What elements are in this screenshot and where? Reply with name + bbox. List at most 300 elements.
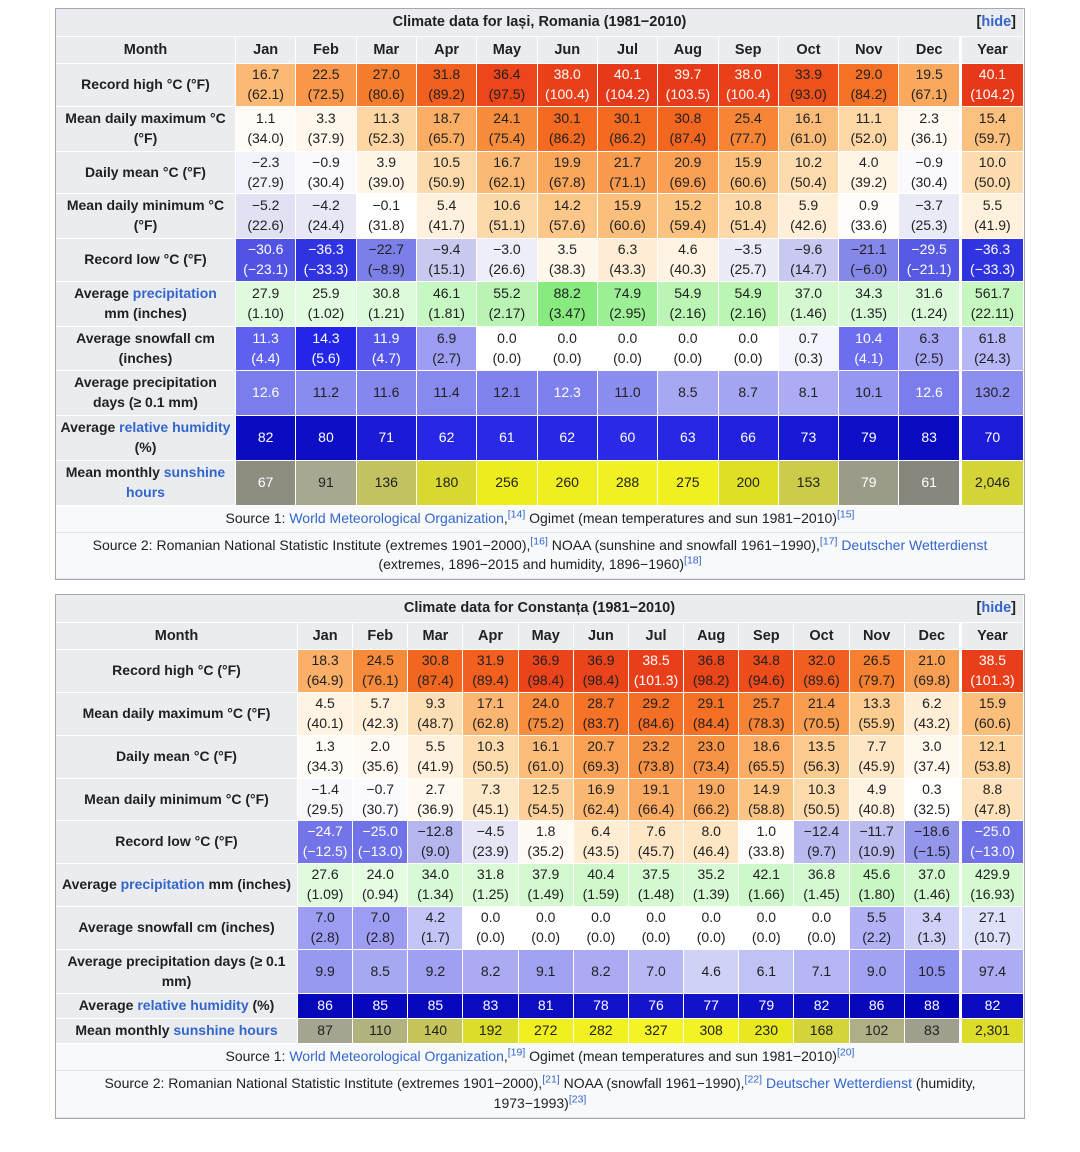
cell-secondary-value: (0.0) — [531, 928, 561, 945]
cell-value: 16.1 — [794, 109, 823, 126]
cell-value: 561.7 — [974, 284, 1010, 301]
cell-value: 66 — [740, 429, 756, 446]
data-cell — [296, 107, 356, 152]
precipitation-link[interactable]: precipitation — [120, 876, 205, 893]
cell-value: 63 — [680, 429, 696, 446]
cell-secondary-value: (71.1) — [609, 173, 646, 190]
cell-value: 21.7 — [613, 153, 642, 170]
cell-secondary-value: (67.8) — [548, 173, 586, 190]
cell-value: 8.5 — [370, 962, 390, 979]
cell-secondary-value: (2.16) — [669, 304, 707, 321]
column-header-nov: Nov — [850, 623, 905, 651]
data-cell — [905, 864, 960, 907]
precipitation-link[interactable]: precipitation — [132, 284, 217, 301]
cell-secondary-value: (75.4) — [488, 129, 526, 146]
cell-secondary-value: (50.0) — [974, 173, 1011, 190]
data-cell — [357, 416, 417, 461]
reference-link[interactable]: [21] — [542, 1073, 560, 1086]
data-cell — [899, 152, 959, 195]
data-cell — [960, 194, 1024, 239]
text-segment: Record low °C (°F) — [84, 251, 207, 268]
data-cell — [794, 864, 849, 907]
cell-value: −18.6 — [914, 823, 950, 840]
data-cell — [538, 371, 598, 416]
month-column-header: Month — [56, 623, 298, 651]
page — [55, 8, 1025, 1119]
table-row-average-precipitation-days — [56, 950, 1024, 995]
cell-value: 5.5 — [982, 197, 1003, 214]
table-row-mean-daily-maximum — [56, 693, 1024, 736]
data-cell — [357, 152, 417, 195]
data-cell — [298, 736, 353, 779]
data-cell — [417, 282, 477, 327]
cell-value: 10.3 — [807, 780, 836, 797]
data-cell — [960, 650, 1024, 693]
data-cell — [598, 107, 658, 152]
cell-secondary-value: (0.0) — [492, 349, 522, 366]
data-cell — [658, 371, 718, 416]
data-cell — [960, 371, 1024, 416]
column-header-may: May — [519, 623, 574, 651]
cell-value: 16.9 — [587, 780, 615, 797]
cell-secondary-value: (22.11) — [970, 304, 1015, 321]
row-label-average-snowfall — [56, 327, 236, 372]
cell-value: 82 — [257, 429, 274, 446]
text-segment: NOAA (sunshine and snowfall 1961−1990), — [547, 536, 820, 553]
data-cell — [629, 693, 684, 736]
cell-value: 12.3 — [553, 384, 581, 401]
column-header-nov: Nov — [839, 37, 899, 65]
cell-value: 6.3 — [919, 329, 939, 346]
cell-value: 429.9 — [974, 866, 1010, 883]
cell-value: 33.9 — [794, 66, 823, 83]
cell-secondary-value: (34.3) — [306, 757, 344, 774]
text-segment: Daily mean °C (°F) — [85, 163, 206, 180]
bracket: [ — [976, 14, 982, 30]
cell-value: −4.2 — [312, 197, 340, 214]
cell-value: 36.8 — [697, 652, 725, 669]
data-cell — [629, 779, 684, 822]
reference-link[interactable]: [18] — [684, 554, 702, 567]
data-cell — [684, 864, 739, 907]
cell-value: 7.0 — [370, 908, 390, 925]
data-cell — [960, 864, 1024, 907]
cell-value: 9.9 — [315, 962, 335, 979]
cell-secondary-value: (84.2) — [850, 86, 888, 103]
cell-value: 130.2 — [974, 384, 1010, 401]
sunshine-hours-link[interactable]: sunshine hours — [126, 463, 226, 500]
reference-link[interactable]: [22] — [744, 1073, 763, 1086]
cell-value: 36.4 — [493, 66, 521, 83]
cell-secondary-value: (97.5) — [488, 86, 526, 103]
text-segment: Mean daily maximum °C (°F) — [65, 109, 226, 146]
sunshine-hours-link[interactable]: sunshine hours — [173, 1022, 278, 1039]
cell-value: 76 — [648, 997, 664, 1014]
data-cell — [905, 693, 960, 736]
data-cell — [298, 779, 353, 822]
cell-value: 79 — [860, 429, 877, 446]
cell-secondary-value: (37.9) — [307, 129, 345, 146]
data-cell — [538, 282, 598, 327]
text-segment: NOAA (snowfall 1961−1990), — [559, 1075, 745, 1092]
cell-value: 16.1 — [532, 737, 560, 754]
cell-value: 86 — [868, 997, 885, 1014]
data-cell — [353, 693, 408, 736]
data-cell — [779, 461, 839, 506]
cell-secondary-value: (1.02) — [307, 304, 345, 321]
cell-value: −0.7 — [366, 780, 395, 797]
table-title-cell — [56, 595, 1024, 623]
text-segment: Source 1: — [225, 509, 290, 526]
cell-secondary-value: (0.0) — [696, 928, 726, 945]
data-cell — [417, 461, 477, 506]
data-cell — [236, 282, 296, 327]
text-segment: Mean daily maximum °C (°F) — [82, 705, 271, 722]
cell-value: −25.0 — [362, 823, 398, 840]
cell-secondary-value: (57.6) — [548, 217, 586, 234]
cell-secondary-value: (72.5) — [307, 86, 345, 103]
data-cell — [598, 64, 658, 107]
cell-value: 0.7 — [798, 329, 819, 346]
data-cell — [574, 736, 629, 779]
cell-secondary-value: (62.8) — [472, 715, 509, 732]
cell-value: 61.8 — [978, 329, 1007, 346]
cell-secondary-value: (1.48) — [637, 886, 675, 903]
data-cell — [739, 779, 794, 822]
cell-value: 7.0 — [315, 908, 335, 925]
cell-value: 16.7 — [493, 153, 521, 170]
cell-value: 61 — [499, 429, 515, 446]
cell-value: 54.9 — [674, 284, 702, 301]
cell-value: 0.0 — [738, 329, 758, 346]
row-label-average-relative-humidity — [56, 994, 298, 1019]
reference-link[interactable]: [15] — [836, 508, 855, 520]
data-cell — [839, 64, 899, 107]
cell-secondary-value: (2.17) — [488, 304, 526, 321]
cell-value: 27.0 — [372, 66, 400, 83]
data-cell — [899, 327, 959, 372]
data-cell — [417, 64, 477, 107]
cell-value: 19.0 — [697, 780, 725, 797]
cell-value: 31.8 — [432, 66, 461, 83]
cell-value: 81 — [537, 997, 554, 1014]
data-cell — [739, 864, 794, 907]
cell-value: 74.9 — [613, 284, 642, 301]
cell-value: 25.9 — [312, 284, 340, 301]
cell-value: 13.3 — [863, 695, 891, 712]
reference-link[interactable]: [17] — [819, 534, 838, 547]
data-cell — [574, 650, 629, 693]
data-cell — [960, 327, 1024, 372]
data-cell — [839, 107, 899, 152]
cell-value: 102 — [864, 1022, 889, 1039]
cell-secondary-value: (1.34) — [417, 886, 454, 903]
cell-value: 12.1 — [493, 384, 521, 401]
data-cell — [519, 821, 574, 864]
data-cell — [298, 950, 353, 995]
data-cell — [905, 1019, 960, 1044]
cell-value: 55.2 — [493, 284, 521, 301]
cell-secondary-value: (46.4) — [692, 843, 730, 860]
wmo-link[interactable]: World Meteorological Organization — [289, 509, 504, 526]
data-cell — [960, 282, 1024, 327]
cell-value: 37.0 — [918, 866, 946, 883]
cell-secondary-value: (100.4) — [545, 86, 590, 103]
data-cell — [574, 864, 629, 907]
cell-secondary-value: (0.0) — [807, 928, 836, 945]
cell-secondary-value: (103.5) — [665, 86, 711, 103]
data-cell — [598, 152, 658, 195]
cell-value: 0.9 — [859, 197, 879, 214]
data-cell — [463, 1019, 518, 1044]
data-cell — [236, 461, 296, 506]
cell-secondary-value: (79.7) — [858, 672, 895, 689]
cell-value: 2,046 — [974, 473, 1010, 490]
row-label-average-precipitation — [56, 282, 236, 327]
hide-link[interactable]: hide — [981, 14, 1012, 30]
cell-secondary-value: (70.5) — [803, 715, 840, 732]
cell-secondary-value: (86.2) — [609, 129, 646, 146]
reference-link[interactable]: [20] — [836, 1046, 855, 1059]
data-cell — [719, 194, 779, 239]
table-row-mean-monthly-sunshine — [56, 461, 1024, 506]
cell-value: 0.0 — [701, 908, 721, 925]
reference-sup — [684, 555, 702, 567]
data-cell — [839, 239, 899, 282]
cell-value: 4.6 — [678, 241, 698, 258]
data-cell — [629, 864, 684, 907]
data-cell — [353, 907, 408, 950]
relative-humidity-link[interactable]: relative humidity — [137, 997, 249, 1014]
text-segment: Mean monthly — [65, 463, 164, 480]
cell-value: 22.5 — [312, 66, 340, 83]
cell-value: 3.4 — [922, 908, 942, 925]
cell-value: 10.3 — [476, 737, 505, 754]
data-cell — [850, 994, 905, 1019]
cell-value: −12.4 — [803, 823, 840, 840]
bracket: [ — [976, 600, 982, 617]
cell-secondary-value: (43.5) — [582, 843, 620, 860]
data-cell — [739, 736, 794, 779]
data-cell — [477, 64, 537, 107]
column-header-apr: Apr — [417, 37, 477, 65]
data-cell — [794, 950, 849, 995]
cell-secondary-value: (50.4) — [790, 173, 827, 190]
cell-secondary-value: (69.3) — [582, 757, 620, 774]
text-segment: Mean daily minimum °C (°F) — [66, 197, 225, 234]
cell-value: 327 — [644, 1022, 668, 1039]
data-cell — [739, 821, 794, 864]
row-label-mean-daily-minimum — [56, 194, 236, 239]
data-cell — [719, 327, 779, 372]
cell-value: 4.6 — [701, 962, 721, 979]
cell-value: 29.0 — [855, 66, 883, 83]
cell-secondary-value: (−1.5) — [913, 843, 951, 860]
data-cell — [298, 864, 353, 907]
data-cell — [684, 821, 739, 864]
cell-value: 45.6 — [863, 866, 891, 883]
cell-secondary-value: (0.0) — [751, 928, 781, 945]
cell-value: −36.3 — [308, 241, 344, 258]
data-cell — [839, 282, 899, 327]
cell-value: 19.1 — [642, 780, 670, 797]
cell-secondary-value: (31.8) — [367, 217, 405, 234]
row-label-record-low — [56, 821, 298, 864]
text-segment: Source 2: Romanian National Statistic Institute (extremes 1901−2000), — [104, 1075, 543, 1092]
data-cell — [960, 907, 1024, 950]
cell-value: 40.1 — [613, 66, 642, 83]
data-cell — [794, 1019, 849, 1044]
cell-value: 275 — [676, 473, 700, 490]
cell-secondary-value: (64.9) — [306, 672, 344, 689]
data-cell — [236, 107, 296, 152]
cell-secondary-value: (69.6) — [669, 173, 707, 190]
data-cell — [899, 461, 959, 506]
cell-secondary-value: (25.3) — [910, 217, 948, 234]
data-cell — [236, 194, 296, 239]
data-cell — [850, 650, 905, 693]
cell-value: 18.3 — [311, 652, 339, 669]
data-cell — [960, 821, 1024, 864]
cell-value: 7.1 — [811, 962, 832, 979]
row-label-record-high — [56, 64, 236, 107]
column-header-oct: Oct — [794, 623, 849, 651]
column-header-mar: Mar — [408, 623, 463, 651]
cell-value: 19.5 — [915, 66, 943, 83]
reference-link[interactable]: [16] — [530, 534, 548, 547]
cell-secondary-value: (9.7) — [807, 843, 836, 860]
column-header-mar: Mar — [357, 37, 417, 65]
data-cell — [353, 779, 408, 822]
data-cell — [519, 693, 574, 736]
data-cell — [960, 239, 1024, 282]
data-cell — [574, 779, 629, 822]
cell-secondary-value: (1.10) — [247, 304, 284, 321]
cell-secondary-value: (38.3) — [548, 261, 586, 278]
text-segment: (%) — [248, 997, 275, 1014]
cell-value: 260 — [555, 473, 579, 490]
cell-value: 5.9 — [798, 197, 819, 214]
cell-value: 10.8 — [734, 197, 762, 214]
data-cell — [477, 416, 537, 461]
cell-value: 10.5 — [432, 153, 461, 170]
cell-value: 83 — [924, 1022, 940, 1039]
cell-secondary-value: (51.1) — [488, 217, 526, 234]
data-cell — [794, 736, 849, 779]
table-row-mean-daily-minimum — [56, 194, 1024, 239]
cell-value: 6.9 — [436, 329, 457, 346]
data-cell — [353, 650, 408, 693]
wmo-link[interactable]: World Meteorological Organization — [289, 1048, 504, 1065]
source-row-1 — [56, 506, 1024, 533]
cell-secondary-value: (67.1) — [910, 86, 948, 103]
hide-link[interactable]: hide — [981, 600, 1012, 617]
table-row-daily-mean — [56, 152, 1024, 195]
cell-value: 79 — [860, 473, 877, 490]
reference-link[interactable]: [19] — [507, 1046, 526, 1059]
cell-value: 38.0 — [553, 66, 581, 83]
cell-secondary-value: (−33.3) — [303, 261, 349, 278]
cell-secondary-value: (54.5) — [527, 800, 564, 817]
data-cell — [629, 950, 684, 995]
cell-secondary-value: (94.6) — [748, 672, 785, 689]
cell-secondary-value: (50.5) — [803, 800, 840, 817]
data-cell — [519, 650, 574, 693]
cell-secondary-value: (58.8) — [748, 800, 785, 817]
relative-humidity-link[interactable]: relative humidity — [119, 419, 231, 436]
data-cell — [684, 950, 739, 995]
cell-value: 153 — [796, 473, 821, 490]
data-cell — [719, 416, 779, 461]
cell-value: 0.0 — [646, 908, 666, 925]
cell-value: 0.0 — [535, 908, 556, 925]
cell-value: 110 — [369, 1022, 392, 1039]
data-cell — [408, 994, 463, 1019]
column-header-aug: Aug — [658, 37, 718, 65]
data-cell — [236, 239, 296, 282]
cell-value: 34.8 — [752, 652, 780, 669]
reference-sup — [542, 1073, 560, 1085]
cell-value: 36.9 — [532, 652, 560, 669]
cell-value: −1.4 — [311, 780, 339, 797]
cell-value: 8.8 — [982, 780, 1003, 797]
cell-secondary-value: (62.1) — [247, 86, 284, 103]
reference-sup — [508, 1047, 526, 1059]
data-cell — [353, 864, 408, 907]
cell-secondary-value: (80.6) — [367, 86, 405, 103]
cell-value: 7.6 — [646, 823, 666, 840]
cell-secondary-value: (42.6) — [790, 217, 827, 234]
dwd-link[interactable]: Deutscher Wetterdienst — [765, 1075, 912, 1092]
cell-secondary-value: (2.8) — [310, 928, 340, 945]
data-cell — [850, 693, 905, 736]
table-title-cell — [56, 9, 1024, 37]
data-cell — [296, 282, 356, 327]
cell-value: 31.9 — [476, 652, 505, 669]
reference-link[interactable]: [14] — [507, 508, 526, 520]
data-cell — [519, 779, 574, 822]
data-cell — [839, 416, 899, 461]
data-cell — [629, 994, 684, 1019]
cell-secondary-value: (24.4) — [307, 217, 345, 234]
cell-value: 18.7 — [432, 109, 461, 126]
cell-value: 12.1 — [978, 737, 1007, 754]
row-label-average-precipitation — [56, 864, 298, 907]
reference-link[interactable]: [23] — [568, 1093, 587, 1106]
cell-secondary-value: (35.6) — [361, 757, 399, 774]
column-header-jan: Jan — [298, 623, 353, 651]
dwd-link[interactable]: Deutscher Wetterdienst — [841, 536, 988, 553]
cell-secondary-value: (3.47) — [548, 304, 586, 321]
row-label-average-precipitation-days — [56, 371, 236, 416]
data-cell — [739, 650, 794, 693]
data-cell — [850, 950, 905, 995]
data-cell — [719, 371, 779, 416]
cell-value: 30.8 — [421, 652, 450, 669]
cell-value: 15.9 — [978, 695, 1007, 712]
data-cell — [408, 864, 463, 907]
title-row — [56, 9, 1024, 37]
data-cell — [357, 371, 417, 416]
cell-value: 12.6 — [915, 384, 943, 401]
cell-value: 10.6 — [493, 197, 521, 214]
cell-value: 12.5 — [532, 780, 560, 797]
data-cell — [357, 327, 417, 372]
cell-secondary-value: (89.6) — [803, 672, 840, 689]
cell-value: 70 — [984, 429, 1001, 446]
cell-secondary-value: (56.3) — [803, 757, 840, 774]
cell-secondary-value: (1.80) — [858, 886, 895, 903]
